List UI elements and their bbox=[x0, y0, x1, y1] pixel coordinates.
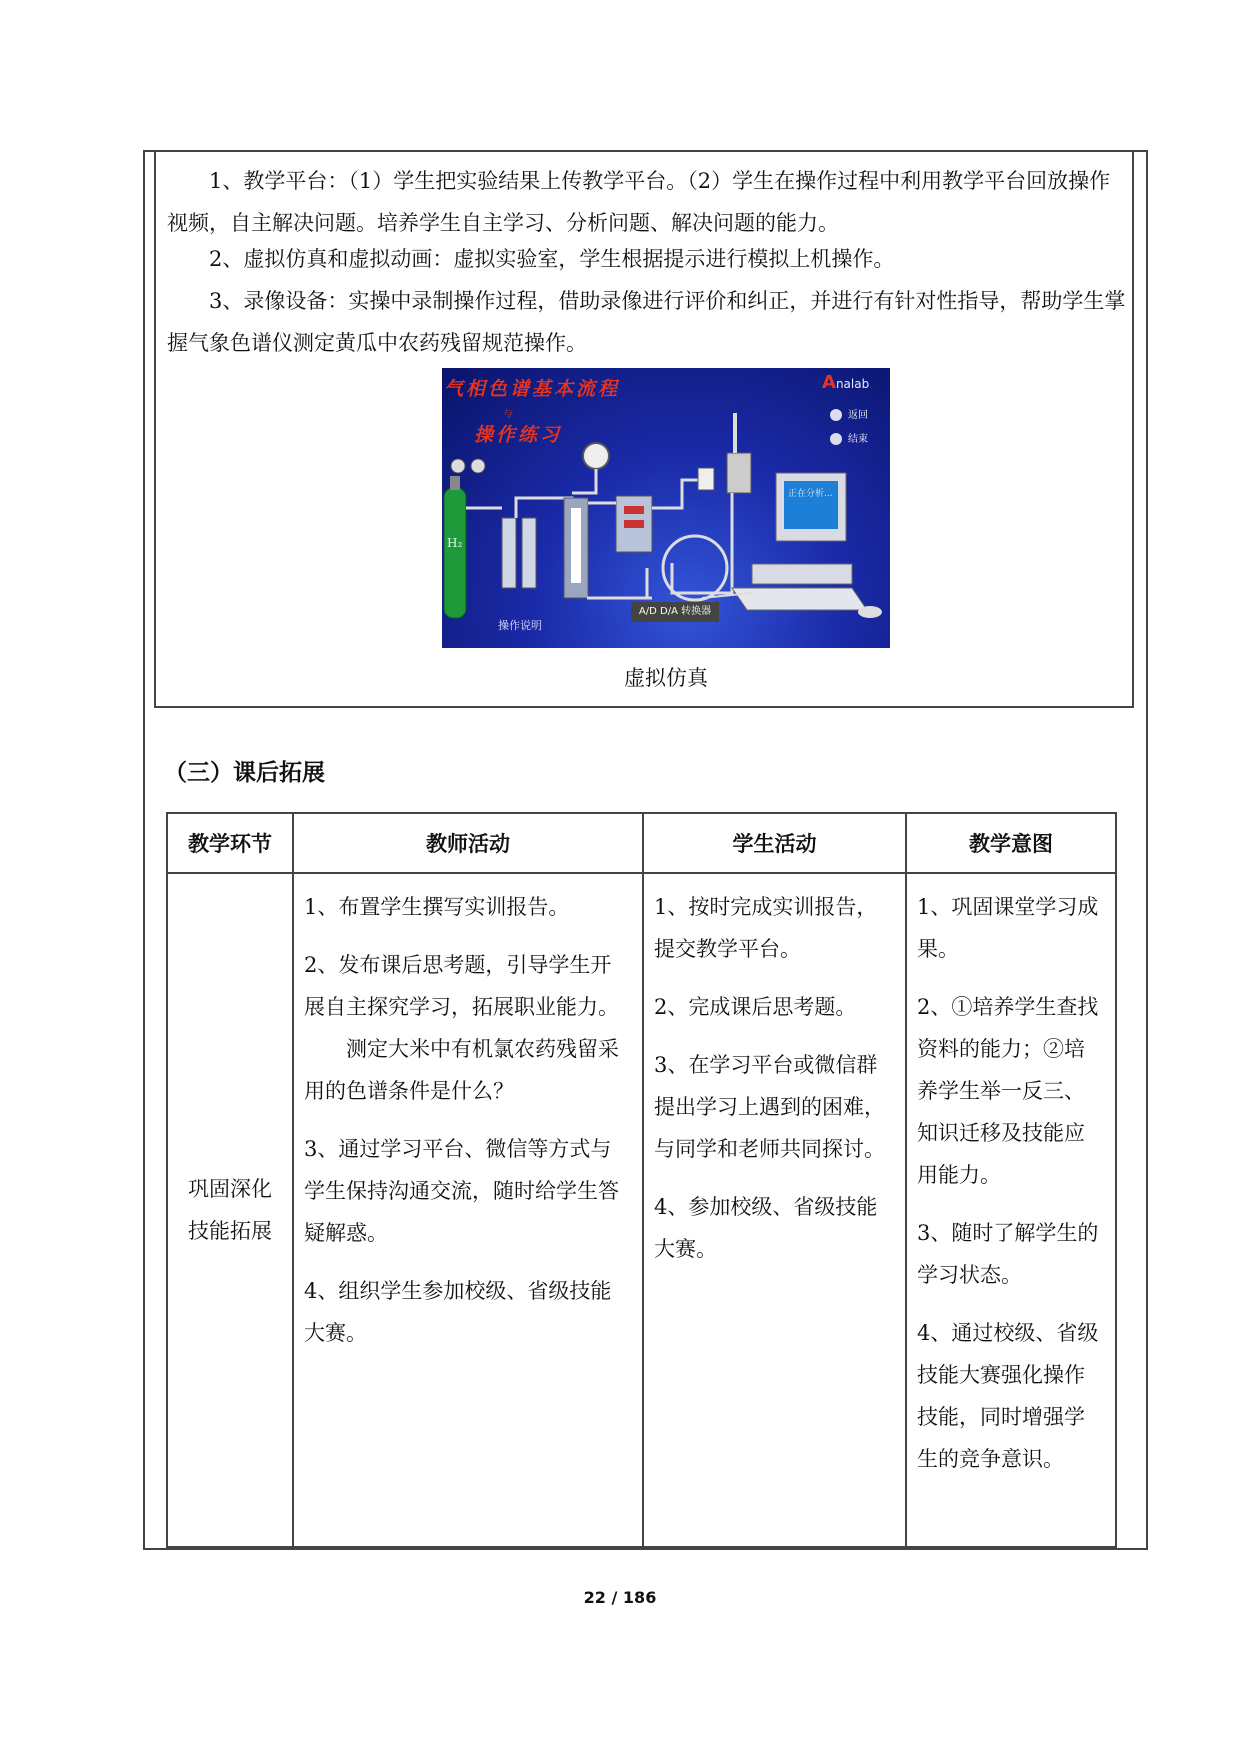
stage-line1: 巩固深化 bbox=[188, 1177, 272, 1201]
intent-item-1: 1、巩固课堂学习成果。 bbox=[917, 895, 1099, 961]
teacher-activity-cell bbox=[293, 873, 643, 1547]
teacher-item-2-question: 测定大米中有机氯农药残留采用的色谱条件是什么？ bbox=[304, 1037, 619, 1103]
page-number: 22 / 186 bbox=[583, 1588, 657, 1607]
h2-cylinder-label: H₂ bbox=[447, 536, 463, 550]
analab-logo: Analab bbox=[822, 372, 870, 393]
student-activity-cell bbox=[643, 873, 906, 1547]
figure-title-line1: 气相色谱基本流程 bbox=[444, 378, 621, 400]
teacher-item-1: 1、布置学生撰写实训报告。 bbox=[304, 895, 570, 919]
ad-da-converter-label: A/D D/A 转换器 bbox=[631, 602, 719, 622]
intent-item-3: 3、随时了解学生的学习状态。 bbox=[917, 1221, 1099, 1287]
virtual-simulation-image bbox=[442, 368, 890, 648]
teaching-intent-cell bbox=[906, 873, 1116, 1547]
header-student-activity: 学生活动 bbox=[643, 813, 906, 873]
intent-item-4: 4、通过校级、省级技能大赛强化操作技能，同时增强学生的竞争意识。 bbox=[917, 1321, 1099, 1471]
figure-title-connector: 与 bbox=[502, 409, 512, 420]
paragraph-video-equipment: 3、录像设备：实操中录制操作过程，借助录像进行评价和纠正，并进行有针对性指导，帮助学生掌握气象色谱仪测定黄瓜中农药残留规范操作。 bbox=[167, 289, 1126, 355]
outer-frame-bottom bbox=[143, 1548, 1148, 1550]
figure-instructions-label: 操作说明 bbox=[498, 619, 542, 632]
stage-line2: 技能拓展 bbox=[188, 1219, 272, 1243]
monitor-screen-text: 正在分析... bbox=[788, 489, 833, 499]
header-stage: 教学环节 bbox=[167, 813, 293, 873]
outer-frame-left bbox=[143, 150, 145, 1550]
student-item-4: 4、参加校级、省级技能大赛。 bbox=[654, 1195, 878, 1261]
table-row bbox=[167, 873, 1116, 1547]
student-item-2: 2、完成课后思考题。 bbox=[654, 995, 857, 1019]
header-teacher-activity: 教师活动 bbox=[293, 813, 643, 873]
return-icon bbox=[830, 409, 842, 421]
stage-cell bbox=[167, 873, 293, 1547]
teacher-item-4: 4、组织学生参加校级、省级技能大赛。 bbox=[304, 1279, 612, 1345]
teacher-item-2: 2、发布课后思考题，引导学生开展自主探究学习，拓展职业能力。 bbox=[304, 953, 619, 1019]
figure-return-button: 返回 bbox=[830, 406, 868, 421]
teacher-item-3: 3、通过学习平台、微信等方式与学生保持沟通交流，随时给学生答疑解惑。 bbox=[304, 1137, 619, 1245]
intent-item-2: 2、①培养学生查找资料的能力；②培养学生举一反三、知识迁移及技能应用能力。 bbox=[917, 995, 1099, 1187]
paragraph-teaching-platform: 1、教学平台：（1）学生把实验结果上传教学平台。（2）学生在操作过程中利用教学平台回放操作视频，自主解决问题。培养学生自主学习、分析问题、解决问题的能力。 bbox=[167, 169, 1111, 235]
header-teaching-intent: 教学意图 bbox=[906, 813, 1116, 873]
exit-icon bbox=[830, 433, 842, 445]
outer-frame-right bbox=[1146, 150, 1148, 1550]
figure-caption: 虚拟仿真 bbox=[624, 666, 708, 690]
figure-exit-button: 结束 bbox=[830, 430, 868, 445]
student-item-1: 1、按时完成实训报告，提交教学平台。 bbox=[654, 895, 878, 961]
figure-title-line2: 操作练习 bbox=[474, 424, 563, 446]
student-item-3: 3、在学习平台或微信群提出学习上遇到的困难，与同学和老师共同探讨。 bbox=[654, 1053, 885, 1161]
section-title: （三）课后拓展 bbox=[164, 760, 325, 786]
table-header-row bbox=[167, 813, 1116, 873]
extension-activity-table bbox=[166, 812, 1117, 1548]
paragraph-virtual-simulation: 2、虚拟仿真和虚拟动画：虚拟实验室，学生根据提示进行模拟上机操作。 bbox=[209, 247, 895, 271]
